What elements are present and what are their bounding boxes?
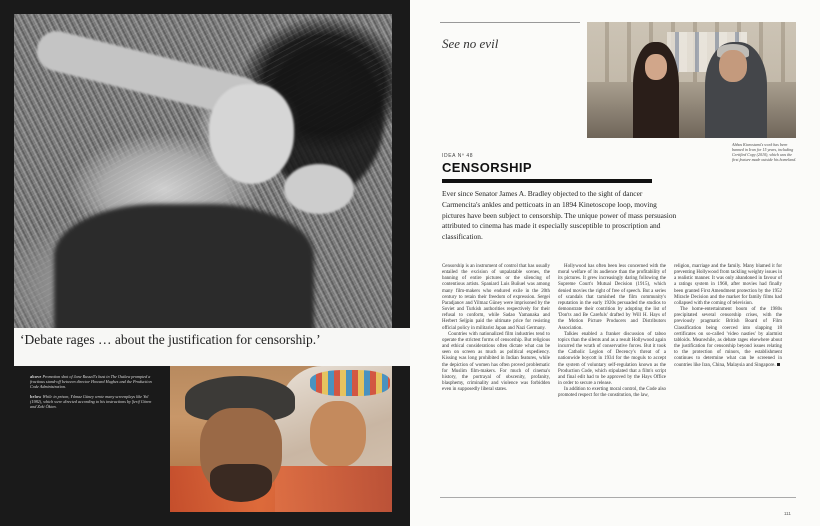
body-column-2 bbox=[558, 264, 666, 399]
intro-paragraph: Ever since Senator James A. Bradley objected to the sight of dancer Carmencita's ankles and petticoats in an 1894 Kinetoscope loop, moving pictures have been subject to censorship. The unique power of mass persuasion attributed to cinema has made it especially susceptible to proscription and classification. bbox=[442, 189, 677, 242]
page-number: 111 bbox=[784, 511, 791, 516]
body-paragraph: religion, marriage and the family. Many blamed it for preventing Hollywood from tackling weighty issues in a realistic manner. It was only abandoned in favour of a ratings system in 1968, after movies had finally been granted First Amendment protection by the 1952 Miracle Decision and the market for family films had collapsed with the coming of television. bbox=[674, 264, 782, 306]
photo-certified-copy bbox=[587, 22, 796, 138]
section-title: See no evil bbox=[442, 36, 499, 51]
photo-man-face-shape bbox=[719, 50, 747, 82]
pull-quote-box bbox=[14, 328, 410, 366]
body-paragraph-text: The home-entertainment boom of the 1980s precipitated several censorship crises, with the previously pragmatic British Board of Film Classification being coerced into slapping 18 certificates on so-called 'video nasties' by alarmist tabloids. Meanwhile, as debate rages elsewhere about the justification for censorship beyond issues relating to the protection of minors, the establishment continues to determine what can be screened in countries like Iran, China, Malaysia and Singapore. bbox=[674, 307, 782, 368]
caption-above-text: Promotion shot of Jane Russell's bust in The Outlaw prompted a fractious stand-off between director Howard Hughes and the Production Code Administration. bbox=[30, 374, 152, 390]
photo-caption-right: Abbas Kiarostami's work has been banned in Iran for 15 years, including Certified Copy (2010), which was the first feature made outside his homeland. bbox=[732, 142, 797, 162]
body-column-1 bbox=[442, 264, 550, 393]
body-column-3 bbox=[674, 264, 782, 369]
photo-woman-face bbox=[310, 401, 366, 467]
photo-yol bbox=[170, 366, 392, 512]
caption-below bbox=[30, 394, 156, 410]
caption-above bbox=[30, 374, 156, 390]
body-paragraph: Countries with nationalized film industries tend to operate the strictest forms of censorship. But religious and ethical considerations often dictate what can be seen on screen as much as political expediency. Kissing was long prohibited in Indian features, while the depiction of women has often proved problematic for Muslim film-makers. For much of cinema's history, the portrayal of obscenity, profanity, blasphemy, criminality and violence was forbidden even in supposedly liberal states. bbox=[442, 331, 550, 393]
body-paragraph: Hollywood has often been less concerned with the moral welfare of its audience than the profitability of its pictures. It grew increasingly daring following the Supreme Court's Mutual Decision (1915), which denied movies the right of free of speech. But a series of scandals that tarnished the film community's reputation in the early 1920s persuaded the studios to demonstrate their contrition by adopting the list of 'Don'ts and Be Carefuls' drafted by Will H. Hays of the Motion Picture Producers and Distributors Association. bbox=[558, 264, 666, 331]
left-captions bbox=[30, 374, 156, 413]
right-page bbox=[410, 0, 820, 526]
body-paragraph: Talkies enabled a franker discussion of taboo topics than the silents and as a result Hollywood again incurred the wrath of conservative forces. But it took the Catholic Legion of Decency's threat of a nationwide boycott in 1934 for the moguls to accept the system of voluntary self-regulation known as the Production Code, which stipulated that a film's script and final edit had to be approved by the Hays Office in order to secure a release. bbox=[558, 331, 666, 386]
caption-below-label: below bbox=[30, 393, 42, 399]
body-paragraph: In addition to exerting moral control, the Code also promoted respect for the constitution, the law, bbox=[558, 387, 666, 399]
bottom-rule bbox=[440, 497, 796, 498]
idea-title: CENSORSHIP bbox=[442, 160, 532, 175]
photo-dress-shape bbox=[54, 204, 314, 328]
top-rule bbox=[440, 22, 580, 23]
pull-quote: ‘Debate rages … about the justification for censorship.’ bbox=[20, 332, 321, 347]
caption-below-text: While in prison, Yılmaz Güney wrote many screenplays like Yol (1982), which were directed according to his instructions by Şerif Gören and Zeki Ökten. bbox=[30, 393, 152, 410]
idea-label: IDEA Nº 48 bbox=[442, 153, 474, 159]
photo-woman-face-shape bbox=[645, 54, 667, 80]
photo-face-shape bbox=[209, 84, 294, 184]
title-rule bbox=[442, 179, 652, 183]
body-paragraph: Censorship is an instrument of control that has usually entailed the excision of unpalatable scenes, the banning of entire pictures or the silencing of contentious artists. Spaniard Luis Buñuel was among many film-makers who endured exile in the 20th century to retain their freedom of expression. Sergei Paradjanov and Yilmaz Güney were imprisoned by the Soviet and Turkish authorities respectively for their refusal to conform, while Sadao Yamanaka and Herbert Seljpin paid the ultimate price for resisting official policy in militarist Japan and Nazi Germany. bbox=[442, 264, 551, 331]
photo-scarf-pattern bbox=[310, 370, 390, 396]
body-paragraph-last bbox=[674, 307, 782, 369]
photo-beard-shape bbox=[210, 464, 272, 502]
photo-hand-shape bbox=[284, 164, 354, 214]
caption-above-label: above bbox=[30, 374, 42, 379]
end-mark-icon bbox=[777, 363, 780, 366]
photo-jane-russell bbox=[14, 14, 392, 328]
